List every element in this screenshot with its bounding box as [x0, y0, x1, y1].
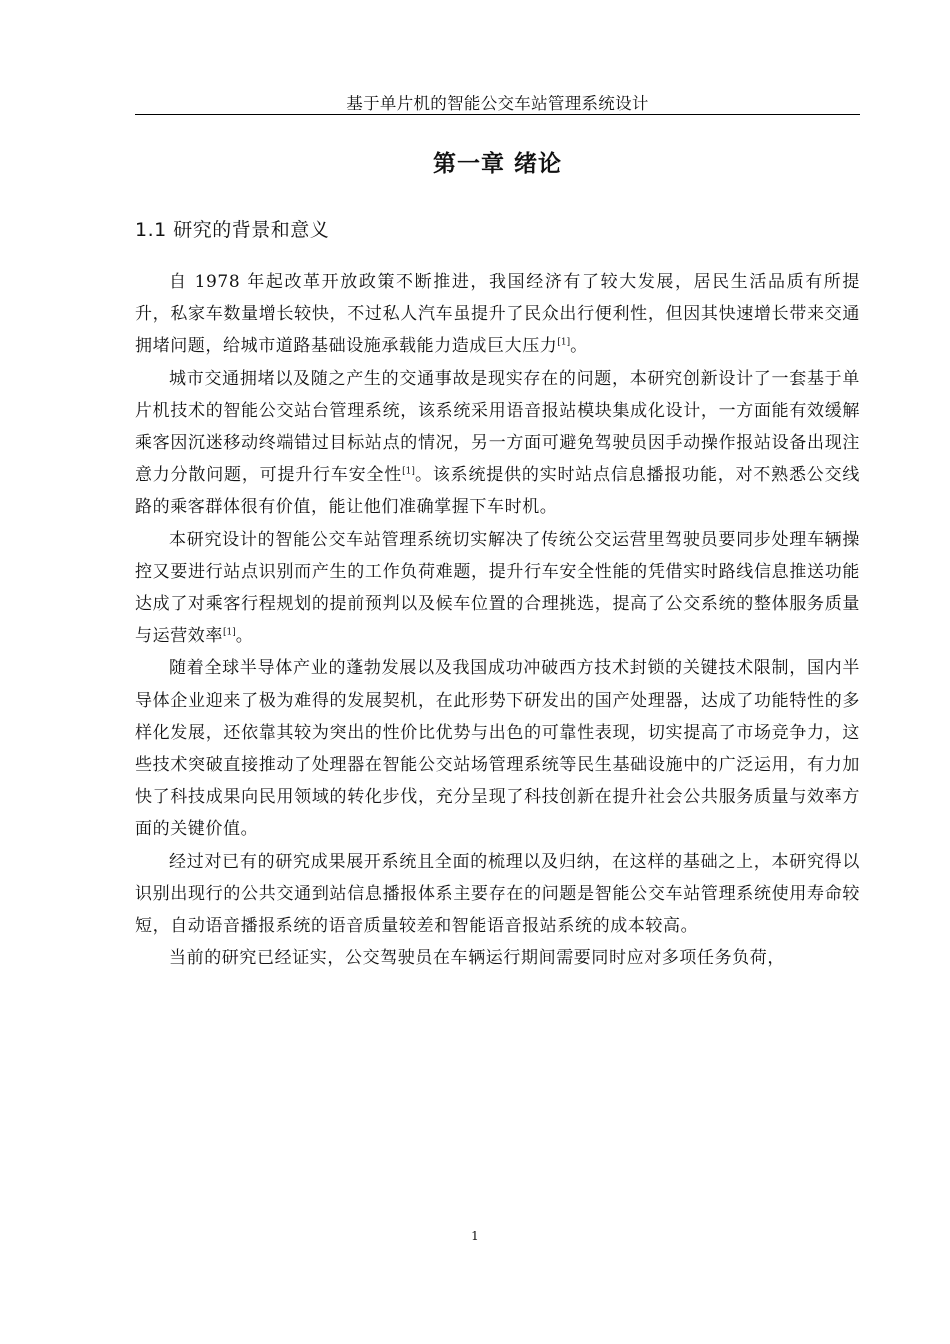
paragraph-text: 经过对已有的研究成果展开系统且全面的梳理以及归纳，在这样的基础之上，本研究得以识别出现行的公共交通到站信息播报体系主要存在的问题是智能公交车站管理系统使用寿命较短，自动语音播报系统的语音质量较差和智能语音报站系统的成本较高。: [135, 851, 860, 937]
paragraph: [135, 652, 860, 845]
citation-marker: [1]: [402, 466, 415, 477]
header-divider: [135, 114, 860, 115]
citation-marker: [1]: [557, 337, 571, 348]
paragraph: [135, 942, 860, 974]
chapter-title: 第一章 绪论: [432, 151, 562, 177]
running-header-title: 基于单片机的智能公交车站管理系统设计: [346, 94, 649, 113]
paragraph-tail: 。: [570, 336, 588, 357]
section-heading: 1.1 研究的背景和意义: [135, 219, 330, 241]
paragraph: [135, 363, 860, 524]
paragraph: [135, 524, 860, 653]
paragraph-tail: 。该系统提供的实时站点信息播报功能，对不熟悉公交线路的乘客群体很有价值，能让他们准确掌握下车时机。: [135, 465, 860, 518]
citation-marker: [1]: [223, 627, 236, 638]
paragraph: [135, 266, 860, 363]
body-text: [135, 266, 860, 974]
paragraph-text: 随着全球半导体产业的蓬勃发展以及我国成功冲破西方技术封锁的关键技术限制，国内半导体企业迎来了极为难得的发展契机，在此形势下研发出的国产处理器，达成了功能特性的多样化发展，还依靠其较为突出的性价比优势与出色的可靠性表现，切实提高了市场竞争力，这些技术突破直接推动了处理器在智能公交站场管理系统等民生基础设施中的广泛运用，有力加快了科技成果向民用领域的转化步伐，充分呈现了科技创新在提升社会公共服务质量与效率方面的关键价值。: [135, 658, 860, 840]
paragraph-tail: 。: [235, 626, 254, 647]
paragraph: [135, 846, 860, 943]
paragraph-text: 本研究设计的智能公交车站管理系统切实解决了传统公交运营里驾驶员要同步处理车辆操控又要进行站点识别而产生的工作负荷难题，提升行车安全性能的凭借实时路线信息推送功能达成了对乘客行程规划的提前预判以及候车位置的合理挑选，提高了公交系统的整体服务质量与运营效率: [135, 529, 860, 647]
paragraph-text: 自 1978 年起改革开放政策不断推进，我国经济有了较大发展，居民生活品质有所提升，私家车数量增长较快，不过私人汽车虽提升了民众出行便利性，但因其快速增长带来交通拥堵问题，给城市道路基础设施承载能力造成巨大压力: [135, 272, 860, 357]
paragraph-text: 当前的研究已经证实，公交驾驶员在车辆运行期间需要同时应对多项任务负荷，: [169, 948, 785, 969]
page-number: 1: [471, 1229, 479, 1243]
paragraph-text: 城市交通拥堵以及随之产生的交通事故是现实存在的问题，本研究创新设计了一套基于单片机技术的智能公交站台管理系统，该系统采用语音报站模块集成化设计，一方面能有效缓解乘客因沉迷移动终端错过目标站点的情况，另一方面可避免驾驶员因手动操作报站设备出现注意力分散问题，可提升行车安全性: [135, 368, 860, 486]
